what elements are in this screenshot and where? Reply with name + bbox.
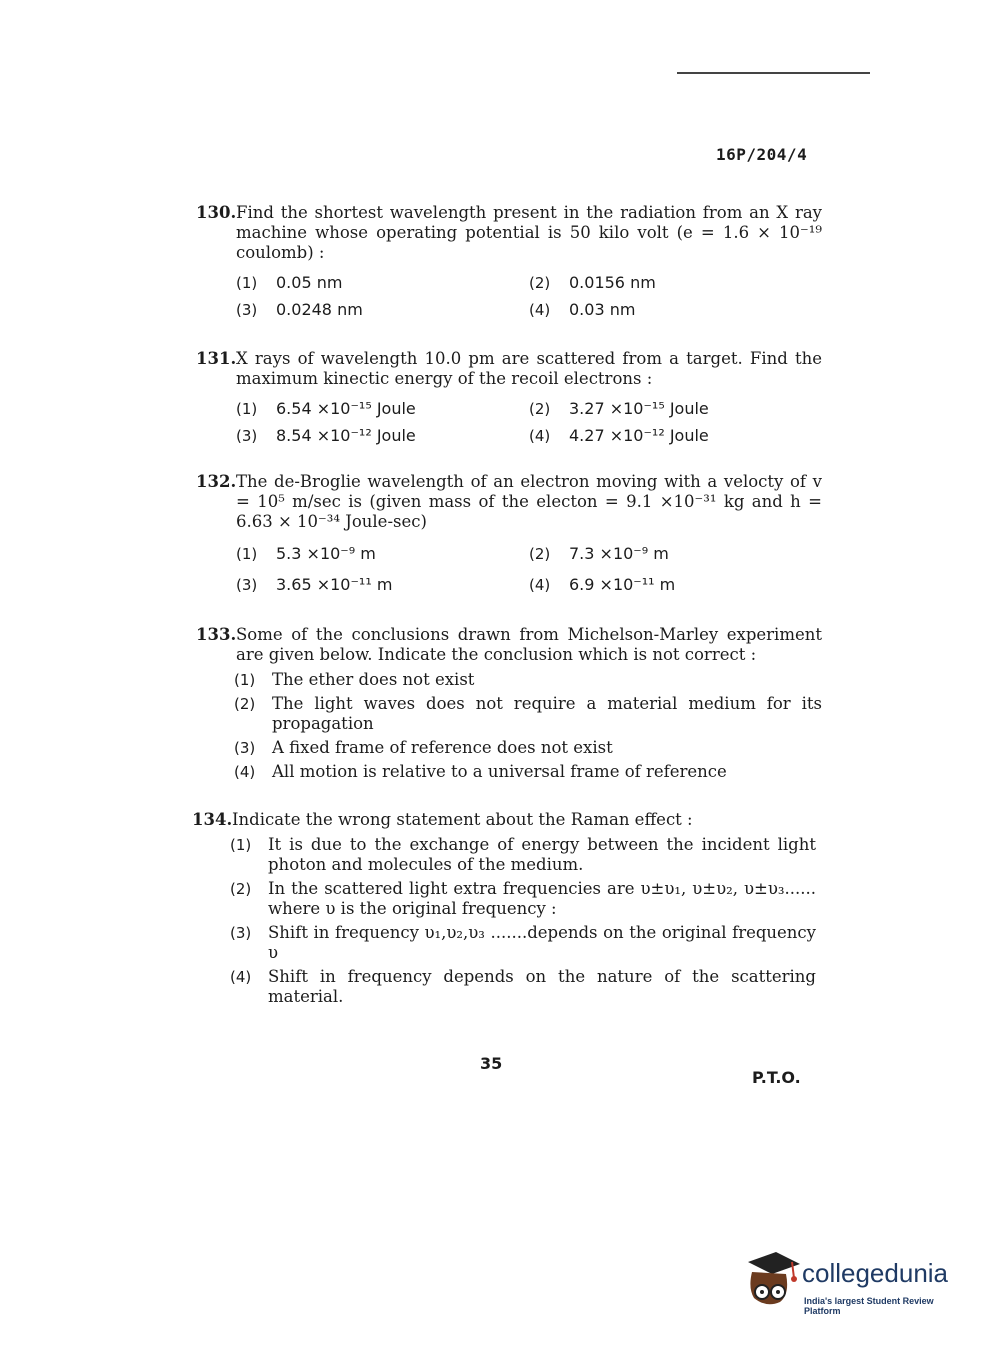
options <box>236 395 822 449</box>
question-134 <box>192 810 816 1011</box>
question-number: 132. <box>196 472 237 491</box>
option: (4) 4.27 ×10⁻¹² Joule <box>529 425 709 445</box>
options <box>234 670 822 782</box>
option: (4) 0.03 nm <box>529 299 636 319</box>
options <box>230 835 816 1007</box>
mascot-icon <box>742 1248 802 1314</box>
question-text: X rays of wavelength 10.0 pm are scattered from a target. Find the maximum kinectic energy of the recoil electrons : <box>236 349 822 388</box>
option: (4) Shift in frequency depends on the nature of the scattering material. <box>230 967 816 1006</box>
question-130 <box>196 203 822 323</box>
option: (2) The light waves does not require a material medium for its propagation <box>234 694 822 733</box>
option: (4) All motion is relative to a universal frame of reference <box>234 762 727 781</box>
option: (4) 6.9 ×10⁻¹¹ m <box>529 574 676 594</box>
question-text: Find the shortest wavelength present in the radiation from an X ray machine whose operating potential is 50 kilo volt (e = 1.6 × 10⁻¹⁹ coulomb) : <box>236 203 822 262</box>
option: (2) 7.3 ×10⁻⁹ m <box>529 543 669 563</box>
option: (1) 5.3 ×10⁻⁹ m <box>236 543 376 563</box>
question-number: 131. <box>196 349 237 368</box>
option: (3) 3.65 ×10⁻¹¹ m <box>236 574 393 594</box>
pto-label: P.T.O. <box>752 1068 801 1087</box>
options <box>236 538 822 600</box>
option: (1) 6.54 ×10⁻¹⁵ Joule <box>236 398 416 418</box>
collegedunia-logo <box>742 1248 972 1318</box>
question-number: 134. <box>192 810 233 829</box>
question-text: Some of the conclusions drawn from Michelson-Marley experiment are given below. Indicate the conclusion which is not correct : <box>236 625 822 664</box>
option: (2) 0.0156 nm <box>529 272 656 292</box>
option: (3) A fixed frame of reference does not exist <box>234 738 613 757</box>
page-number: 35 <box>480 1054 503 1073</box>
option: (3) Shift in frequency υ₁,υ₂,υ₃ .......depends on the original frequency υ <box>230 923 816 962</box>
paper-code: 16P/204/4 <box>716 145 808 164</box>
brand-tagline: India's largest Student Review Platform <box>804 1296 934 1316</box>
options <box>236 269 822 323</box>
question-text: The de-Broglie wavelength of an electron moving with a velocty of v = 10⁵ m/sec is (given mass of the electon = 9.1 ×10⁻³¹ kg and h = 6.63 × 10⁻³⁴ Joule-sec) <box>236 472 822 531</box>
option: (1) The ether does not exist <box>234 670 475 689</box>
brand-name: collegedunia <box>802 1258 949 1288</box>
question-133 <box>196 625 822 786</box>
question-number: 133. <box>196 625 237 644</box>
option: (3) 0.0248 nm <box>236 299 363 319</box>
question-132 <box>196 472 822 600</box>
question-number: 130. <box>196 203 237 222</box>
option: (1) 0.05 nm <box>236 272 343 292</box>
option: (2) In the scattered light extra frequencies are υ±υ₁, υ±υ₂, υ±υ₃...... where υ is the original frequency : <box>230 879 816 918</box>
option: (1) It is due to the exchange of energy between the incident light photon and molecules of the medium. <box>230 835 816 874</box>
question-text: Indicate the wrong statement about the Raman effect : <box>232 810 693 829</box>
top-rule <box>677 72 870 74</box>
option: (2) 3.27 ×10⁻¹⁵ Joule <box>529 398 709 418</box>
option: (3) 8.54 ×10⁻¹² Joule <box>236 425 416 445</box>
question-131 <box>196 349 822 449</box>
